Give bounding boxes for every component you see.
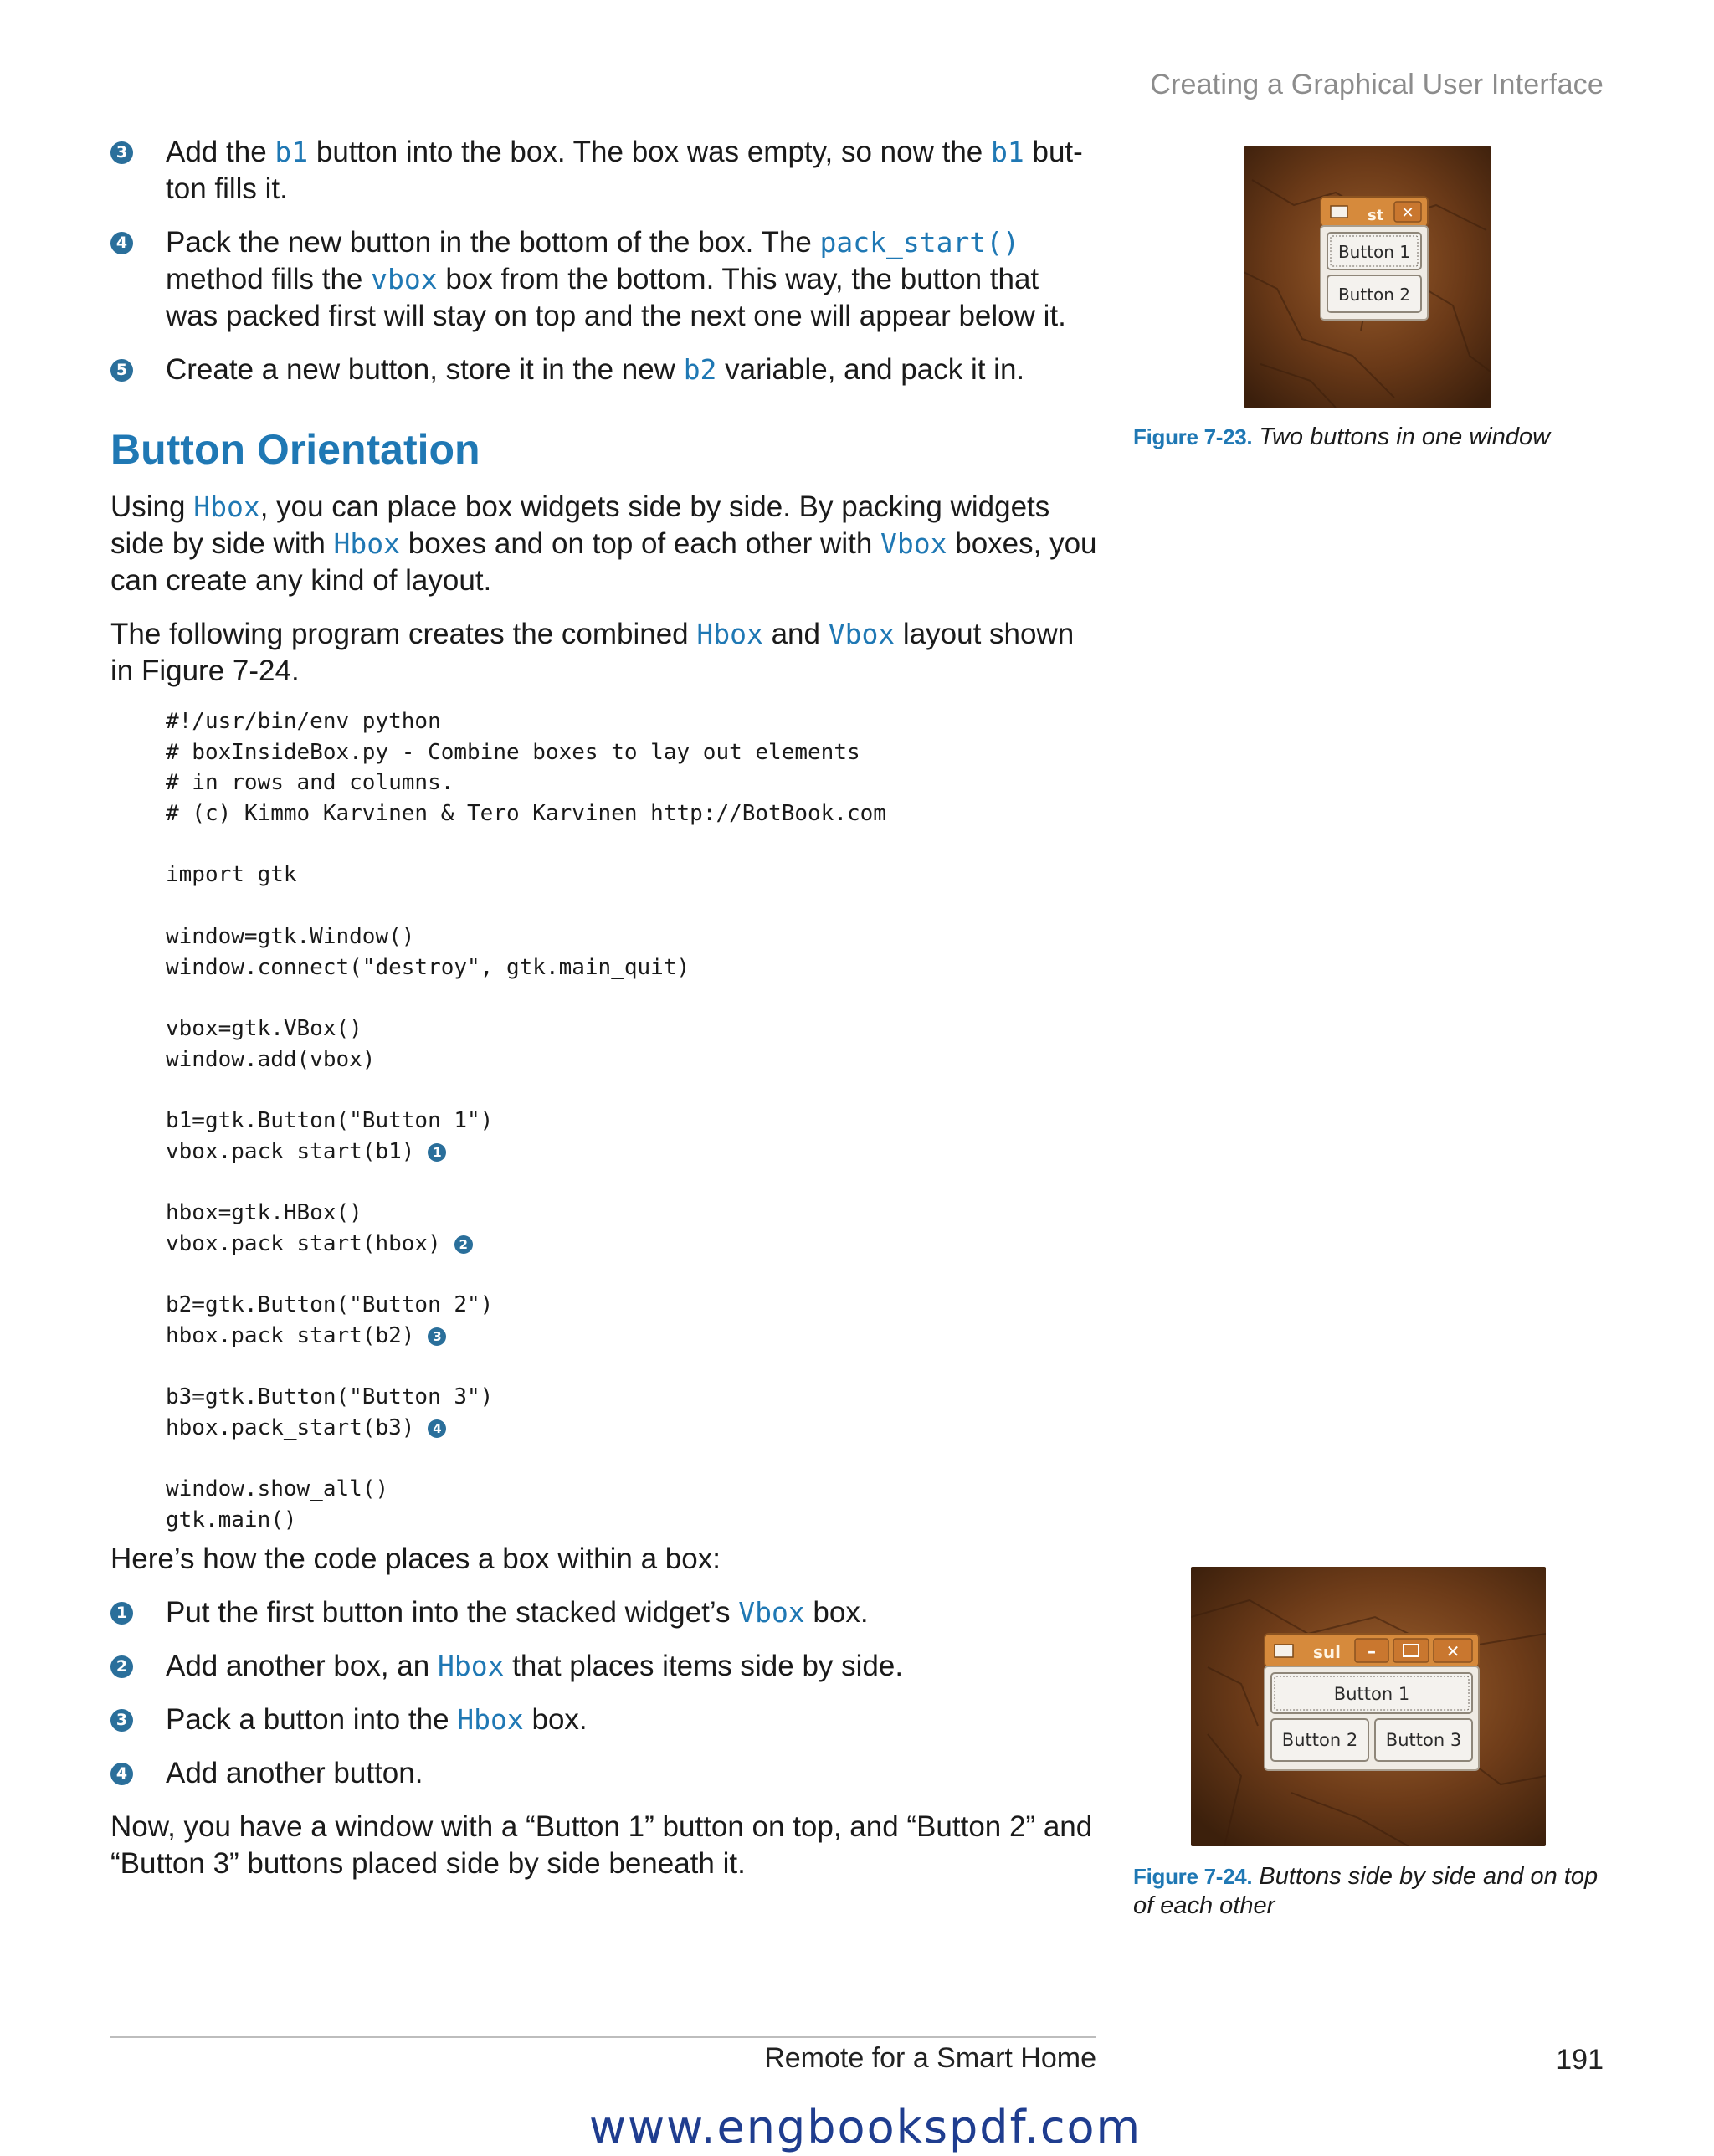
window-maximize-button[interactable] [1393, 1639, 1429, 1662]
close-icon: ✕ [1445, 1641, 1460, 1661]
main-column [110, 134, 1098, 1899]
explain-steps-list [110, 1594, 1098, 1792]
page-number: 191 [1556, 2044, 1604, 2076]
code-line [166, 1290, 1098, 1321]
callout-number-icon: 3 [428, 1327, 446, 1346]
inline-code: vbox [371, 263, 438, 295]
text-run: Add another button. [166, 1756, 423, 1789]
code-text: # in rows and columns. [166, 770, 454, 796]
footer-rule [110, 2036, 1096, 2038]
window-title: st [1368, 207, 1384, 224]
code-line [166, 1229, 1098, 1260]
close-icon: ✕ [1401, 204, 1414, 222]
code-text: hbox.pack_start(b2) [166, 1322, 415, 1348]
inline-code: pack_start() [819, 226, 1019, 259]
code-text: import gtk [166, 862, 297, 888]
code-text: window.show_all() [166, 1476, 389, 1502]
list-item [110, 1702, 1098, 1738]
section-title: Button Orientation [110, 426, 480, 473]
inline-code: Hbox [437, 1649, 505, 1682]
code-listing [166, 706, 1098, 1536]
minimize-icon: – [1368, 1641, 1376, 1661]
code-line [166, 860, 1098, 891]
code-line [166, 1137, 1098, 1168]
code-line [166, 891, 1098, 921]
inline-code: b2 [683, 353, 717, 386]
window-menu-icon[interactable] [1275, 1645, 1293, 1657]
text-run: Put the first button into the stacked widget’s [166, 1595, 739, 1629]
figure-7-24-caption [1133, 1862, 1602, 1921]
figure-7-23-screenshot [1244, 146, 1491, 408]
paragraph-box-within-box [110, 1541, 1098, 1578]
list-item [110, 352, 1098, 388]
code-line [166, 1106, 1098, 1137]
code-line [166, 1075, 1098, 1106]
inline-code: Vbox [738, 1595, 805, 1629]
callout-number-icon: 4 [110, 1763, 133, 1785]
window-title: sul [1313, 1642, 1341, 1662]
inline-code: Hbox [696, 618, 763, 650]
text-run: , you can place box widgets side by side. By packing widgets side by side with [110, 490, 1050, 560]
code-line [166, 1198, 1098, 1229]
text-run: boxes and on top of each other with [400, 527, 881, 560]
code-text: vbox.pack_start(b1) [166, 1138, 415, 1164]
list-item [110, 1648, 1098, 1685]
code-text: # boxInsideBox.py - Combine boxes to lay out elements [166, 739, 860, 765]
text-run: button into the box. The box was empty, so now the [308, 136, 991, 168]
figure-7-24-text: Buttons side by side and on top of each other [1133, 1863, 1599, 1919]
code-line [166, 1321, 1098, 1352]
text-run: Add another box, an [166, 1649, 438, 1682]
code-line [166, 798, 1098, 829]
code-line [166, 1167, 1098, 1198]
button-2-label: Button 2 [1281, 1730, 1358, 1750]
text-run: and [762, 618, 829, 650]
paragraph-summary [110, 1809, 1098, 1882]
text-run: box from the bottom. This way, the button that was packed first will stay on top and the next one will appear below it. [166, 263, 1066, 332]
code-line [166, 1382, 1098, 1413]
code-line [166, 829, 1098, 860]
figure-7-23-label: Figure 7-23. [1133, 424, 1253, 449]
callout-number-icon: 5 [110, 359, 133, 382]
code-text: vbox=gtk.VBox() [166, 1015, 362, 1041]
list-item [110, 224, 1098, 335]
code-text: hbox=gtk.HBox() [166, 1200, 362, 1225]
text-run: The following program creates the combined [110, 618, 697, 650]
intro-steps-list [110, 134, 1098, 388]
paragraph-hbox-intro [110, 489, 1098, 599]
watermark [0, 2101, 1714, 2153]
figure-7-24-screenshot [1191, 1567, 1546, 1846]
code-line [166, 737, 1098, 768]
callout-number-icon: 2 [110, 1656, 133, 1678]
inline-code: Hbox [333, 527, 401, 560]
code-text: b3=gtk.Button("Button 3") [166, 1384, 494, 1410]
code-text: gtk.main() [166, 1507, 297, 1532]
code-line [166, 1444, 1098, 1475]
text-run: Create a new button, store it in the new [166, 353, 684, 386]
callout-number-icon: 3 [110, 1709, 133, 1732]
callout-number-icon: 1 [428, 1143, 446, 1162]
text-run: boxes, you can create any kind of layout. [110, 527, 1097, 597]
text-run: but-ton fills it. [166, 136, 1083, 205]
button-1-label: Button 1 [1337, 242, 1411, 262]
text-run: method fills the [166, 263, 372, 295]
code-text: window.add(vbox) [166, 1046, 376, 1072]
inline-code: b1 [991, 136, 1024, 168]
code-line [166, 767, 1098, 798]
inline-code: Vbox [880, 527, 947, 560]
code-line [166, 1259, 1098, 1290]
code-text: # (c) Kimmo Karvinen & Tero Karvinen http://BotBook.com [166, 801, 886, 827]
code-line [166, 1505, 1098, 1536]
code-text: hbox.pack_start(b3) [166, 1414, 415, 1440]
text-run: that places items side by side. [504, 1649, 904, 1682]
text-run: Using [110, 490, 194, 523]
window-menu-icon[interactable] [1331, 206, 1347, 218]
text-run: Pack the new button in the bottom of the box. The [166, 226, 820, 259]
footer-chapter-title: Remote for a Smart Home [764, 2042, 1096, 2074]
code-line [166, 1413, 1098, 1444]
paragraph-program-intro [110, 616, 1098, 690]
text-run: Now, you have a window with a “Button 1” button on top, and “Button 2” and “Button 3” buttons placed side by side beneath it. [110, 1810, 1093, 1880]
button-2-label: Button 2 [1337, 285, 1411, 305]
text-run: Add the [166, 136, 275, 168]
code-line [166, 1014, 1098, 1045]
code-text: #!/usr/bin/env python [166, 709, 441, 734]
figure-7-23-caption [1133, 423, 1635, 452]
code-text: vbox.pack_start(hbox) [166, 1230, 441, 1256]
code-text: window=gtk.Window() [166, 923, 415, 949]
callout-number-icon: 4 [110, 232, 133, 254]
callout-number-icon: 1 [110, 1602, 133, 1625]
figure-7-24-label: Figure 7-24. [1133, 1864, 1253, 1889]
inline-code: Hbox [457, 1702, 524, 1736]
list-item [110, 1755, 1098, 1792]
code-line [166, 952, 1098, 983]
code-line [166, 921, 1098, 952]
figure-7-24-art [1191, 1567, 1546, 1846]
inline-code: b1 [275, 136, 309, 168]
callout-number-icon: 3 [110, 141, 133, 164]
text-run: variable, and pack it in. [716, 353, 1025, 386]
text-run: layout shown in Figure 7-24. [110, 618, 1075, 687]
code-line [166, 1351, 1098, 1382]
watermark-text[interactable]: www.engbookspdf.com [588, 2101, 1142, 2153]
code-line [166, 706, 1098, 737]
text-run: Pack a button into the [166, 1702, 458, 1736]
inline-code: Vbox [828, 618, 895, 650]
figure-7-23-art [1244, 146, 1491, 408]
callout-number-icon: 2 [454, 1235, 473, 1254]
button-1-label: Button 1 [1333, 1684, 1410, 1704]
callout-number-icon: 4 [428, 1419, 446, 1438]
list-item [110, 134, 1098, 208]
gtk-window [1321, 197, 1428, 320]
list-item [110, 1594, 1098, 1631]
running-head: Creating a Graphical User Interface [1150, 69, 1604, 100]
code-text: b1=gtk.Button("Button 1") [166, 1107, 494, 1133]
code-line [166, 1474, 1098, 1505]
figure-7-23-text: Two buttons in one window [1259, 424, 1551, 450]
text-run: box. [523, 1702, 588, 1736]
text-run: Here’s how the code places a box within a box: [110, 1542, 721, 1575]
inline-code: Hbox [193, 490, 260, 523]
text-run: box. [804, 1595, 869, 1629]
gtk-window [1265, 1634, 1479, 1770]
button-3-label: Button 3 [1385, 1730, 1462, 1750]
code-text: b2=gtk.Button("Button 2") [166, 1292, 494, 1318]
code-line [166, 983, 1098, 1014]
code-text: window.connect("destroy", gtk.main_quit) [166, 954, 690, 980]
code-line [166, 1045, 1098, 1075]
